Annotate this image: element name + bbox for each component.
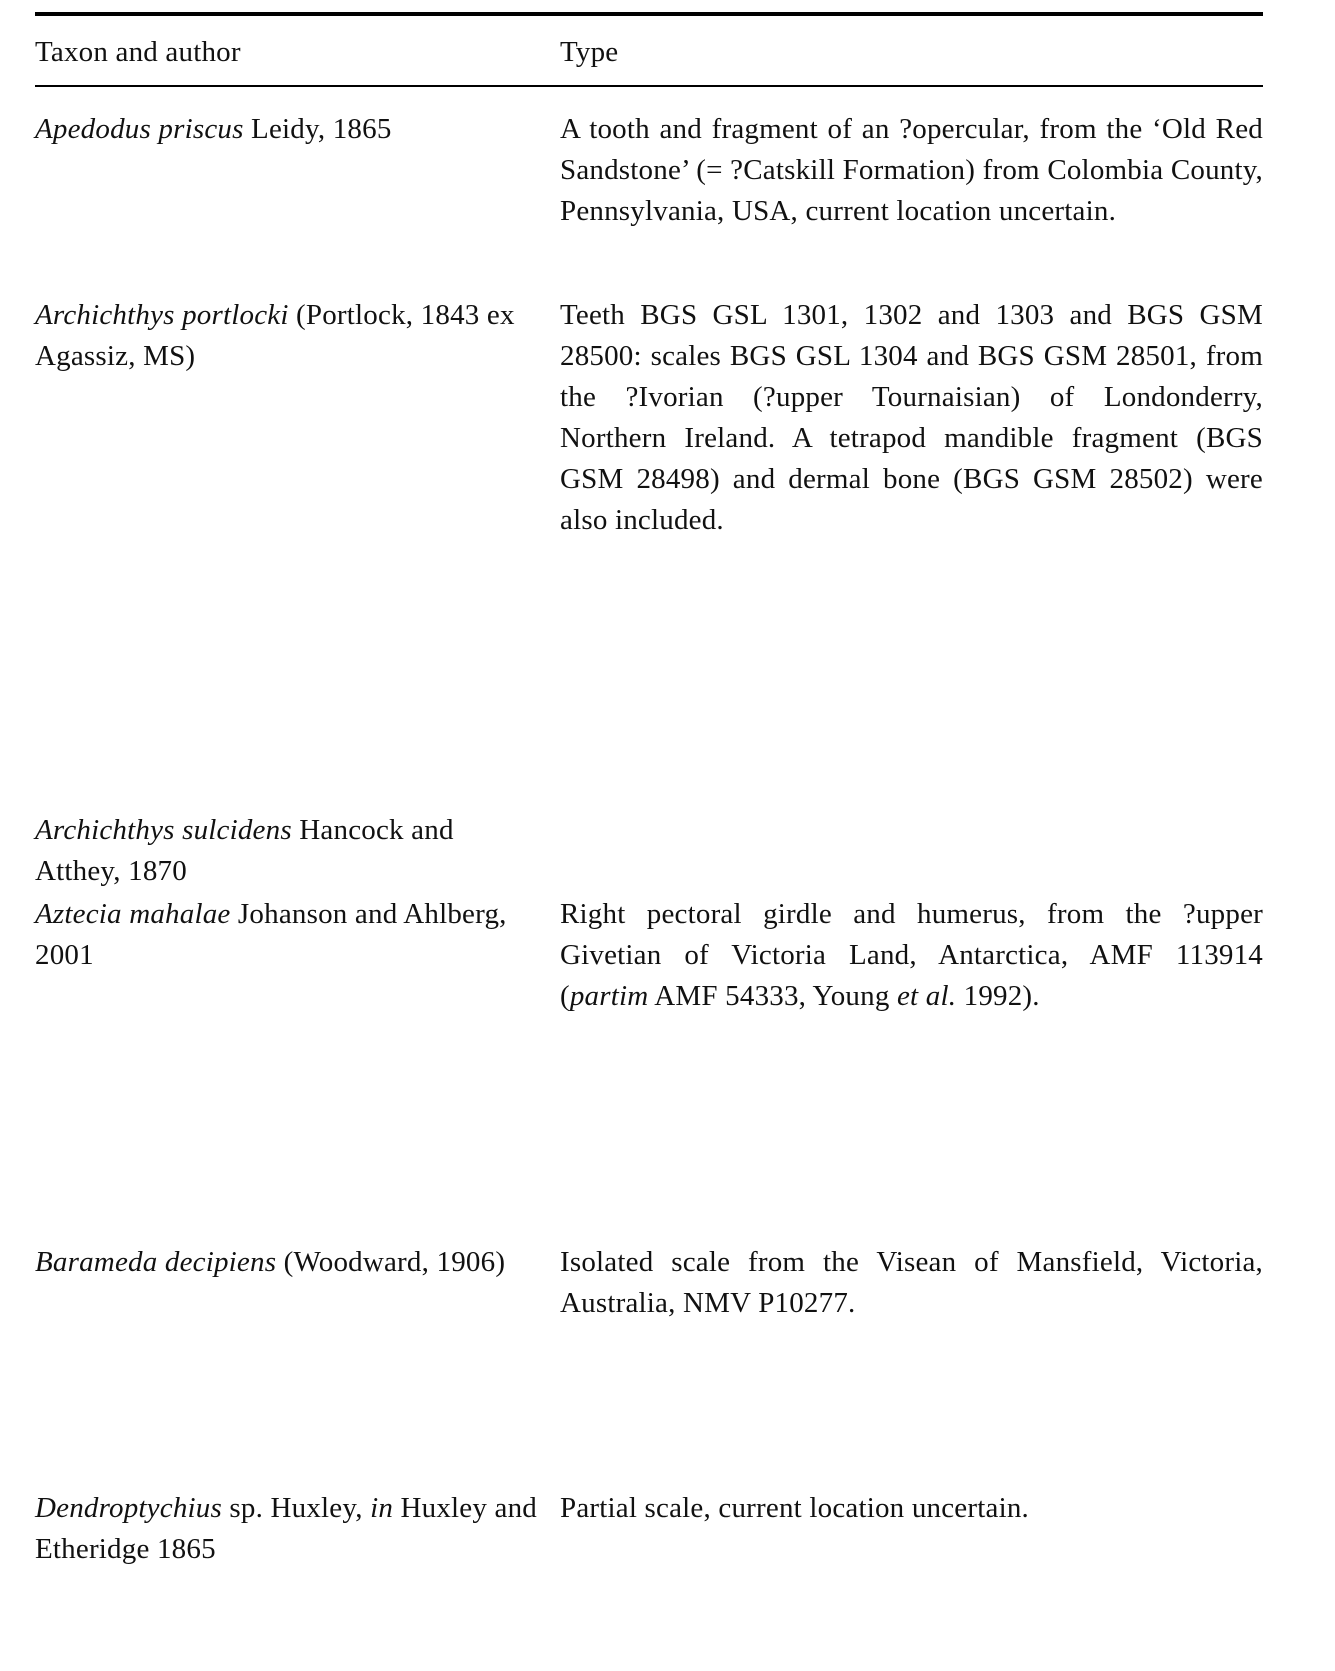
type-cell: Isolated scale from the Visean of Mansfield, Victoria, Australia, NMV P10277.	[560, 1246, 1263, 1319]
taxon-cell: Barameda decipiens (Woodward, 1906)	[35, 1246, 506, 1278]
table-header-row	[35, 16, 1263, 85]
table-row-archichthys-sulcidens	[35, 810, 1263, 894]
taxon-cell: Dendroptychius sp. Huxley, in Huxley and Etheridge 1865	[35, 1492, 538, 1565]
table-row-apedodus-priscus	[35, 109, 1263, 295]
type-cell: A tooth and fragment of an ?opercular, from the ‘Old Red Sandstone’ (= ?Catskill Formation) from Colombia County, Pennsylvania, USA, current location uncertain.	[560, 113, 1263, 227]
taxon-cell: Archichthys portlocki (Portlock, 1843 ex Agassiz, MS)	[35, 299, 515, 372]
column-header-type: Type	[560, 36, 619, 68]
taxon-cell: Archichthys sulcidens Hancock and Atthey, 1870	[35, 814, 454, 887]
column-header-taxon-and-author: Taxon and author	[35, 36, 241, 68]
type-cell: Right pectoral girdle and humerus, from the ?upper Givetian of Victoria Land, Antarctica, AMF 113914 (partim AMF 54333, Young et al. 1992).	[560, 898, 1263, 1012]
type-cell: Partial scale, current location uncertain.	[560, 1492, 1029, 1524]
table-row-dendroptychius-sp	[35, 1488, 1263, 1638]
table-body	[35, 87, 1263, 1638]
taxa-type-table	[35, 12, 1263, 1638]
taxon-cell: Apedodus priscus Leidy, 1865	[35, 113, 392, 145]
type-cell: Teeth BGS GSL 1301, 1302 and 1303 and BGS GSM 28500: scales BGS GSL 1304 and BGS GSM 28501, from the ?Ivorian (?upper Tournaisian) of Londonderry, Northern Ireland. A tetrapod mandible fragment (BGS GSM 28498) and dermal bone (BGS GSM 28502) were also included.	[560, 299, 1263, 536]
table-row-aztecia-mahalae	[35, 894, 1263, 1242]
table-row-barameda-decipiens	[35, 1242, 1263, 1488]
taxon-cell: Aztecia mahalae Johanson and Ahlberg, 2001	[35, 898, 507, 971]
table-row-archichthys-portlocki	[35, 295, 1263, 810]
